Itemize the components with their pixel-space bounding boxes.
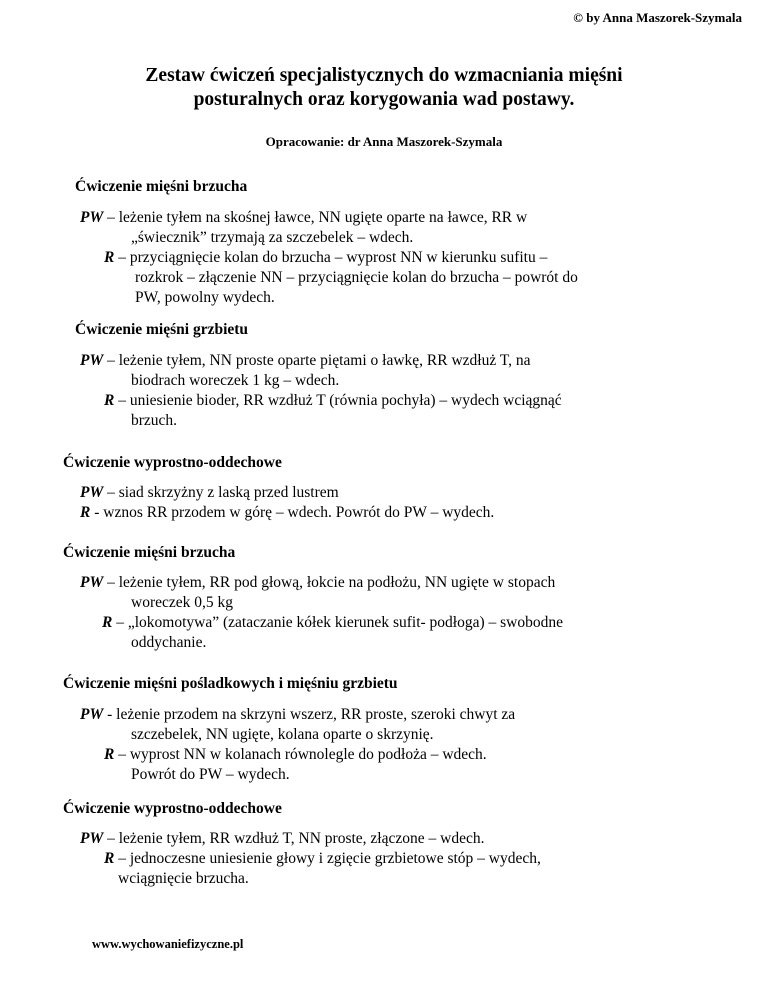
- r-label: R: [80, 504, 91, 521]
- title-line-1: Zestaw ćwiczeń specjalistycznych do wzmacniania mięśni: [145, 65, 623, 86]
- pw-label: PW: [80, 706, 104, 723]
- title-line-2: posturalnych oraz korygowania wad postawy.: [193, 89, 575, 110]
- r-label: R: [104, 249, 115, 266]
- pw-label: PW: [80, 352, 104, 369]
- r-text: – wyprost NN w kolanach równolegle do podłoża – wdech.: [114, 746, 487, 763]
- pw-text: – siad skrzyżny z laską przed lustrem: [103, 484, 339, 501]
- exercise-heading: Ćwiczenie wyprostno-oddechowe: [63, 454, 282, 471]
- r-label: R: [102, 614, 113, 631]
- pw-text: „świecznik” trzymają za szczebelek – wdech.: [131, 229, 414, 246]
- exercise-heading: Ćwiczenie mięśni grzbietu: [75, 321, 249, 338]
- r-label: R: [104, 392, 115, 409]
- r-line: [102, 613, 563, 633]
- exercise-heading: Ćwiczenie wyprostno-oddechowe: [63, 800, 282, 817]
- pw-text: – leżenie tyłem, NN proste oparte piętami o ławkę, RR wzdłuż T, na: [103, 352, 531, 369]
- r-text: wciągnięcie brzucha.: [118, 870, 249, 887]
- r-text: – uniesienie bioder, RR wzdłuż T (równia pochyła) – wydech wciągnąć: [114, 392, 562, 409]
- pw-label: PW: [80, 209, 104, 226]
- pw-line: [80, 208, 527, 228]
- pw-text: - leżenie przodem na skrzyni wszerz, RR proste, szeroki chwyt za: [103, 706, 516, 723]
- r-label: R: [104, 746, 115, 763]
- pw-text: szczebelek, NN ugięte, kolana oparte o skrzynię.: [131, 726, 434, 743]
- r-text: PW, powolny wydech.: [135, 289, 275, 306]
- r-text: oddychanie.: [131, 634, 207, 651]
- pw-line: [80, 705, 515, 725]
- r-text: - wznos RR przodem w górę – wdech. Powrót do PW – wydech.: [90, 504, 495, 521]
- r-text: Powrót do PW – wydech.: [131, 766, 290, 783]
- pw-text: woreczek 0,5 kg: [131, 594, 233, 611]
- pw-line: [80, 829, 484, 849]
- document-title: [0, 64, 768, 112]
- r-text: – „lokomotywa” (zataczanie kółek kierunek sufit- podłoga) – swobodne: [112, 614, 563, 631]
- r-text: – jednoczesne uniesienie głowy i zgięcie grzbietowe stóp – wydech,: [114, 850, 541, 867]
- pw-line: [80, 483, 339, 503]
- exercise-heading: Ćwiczenie mięśni pośladkowych i mięśniu grzbietu: [63, 675, 398, 692]
- r-line: [80, 503, 494, 523]
- pw-label: PW: [80, 484, 104, 501]
- pw-label: PW: [80, 574, 104, 591]
- r-line: [104, 248, 547, 268]
- r-line: [104, 849, 541, 869]
- copyright-note: © by Anna Maszorek-Szymala: [573, 10, 742, 25]
- pw-text: biodrach woreczek 1 kg – wdech.: [131, 372, 340, 389]
- pw-text: – leżenie tyłem, RR wzdłuż T, NN proste, złączone – wdech.: [103, 830, 485, 847]
- footer-website: www.wychowaniefizyczne.pl: [92, 937, 244, 951]
- pw-text: – leżenie tyłem na skośnej ławce, NN ugięte oparte na ławce, RR w: [103, 209, 528, 226]
- pw-line: [80, 573, 555, 593]
- exercise-heading: Ćwiczenie mięśni brzucha: [75, 178, 248, 195]
- author-line: Opracowanie: dr Anna Maszorek-Szymala: [265, 134, 503, 149]
- r-line: [104, 391, 562, 411]
- r-text: rozkrok – złączenie NN – przyciągnięcie kolan do brzucha – powrót do: [135, 269, 578, 286]
- pw-text: – leżenie tyłem, RR pod głową, łokcie na podłożu, NN ugięte w stopach: [103, 574, 556, 591]
- r-line: [104, 745, 487, 765]
- pw-line: [80, 351, 531, 371]
- r-text: – przyciągnięcie kolan do brzucha – wyprost NN w kierunku sufitu –: [114, 249, 548, 266]
- r-text: brzuch.: [131, 412, 178, 429]
- exercise-heading: Ćwiczenie mięśni brzucha: [63, 544, 236, 561]
- r-label: R: [104, 850, 115, 867]
- pw-label: PW: [80, 830, 104, 847]
